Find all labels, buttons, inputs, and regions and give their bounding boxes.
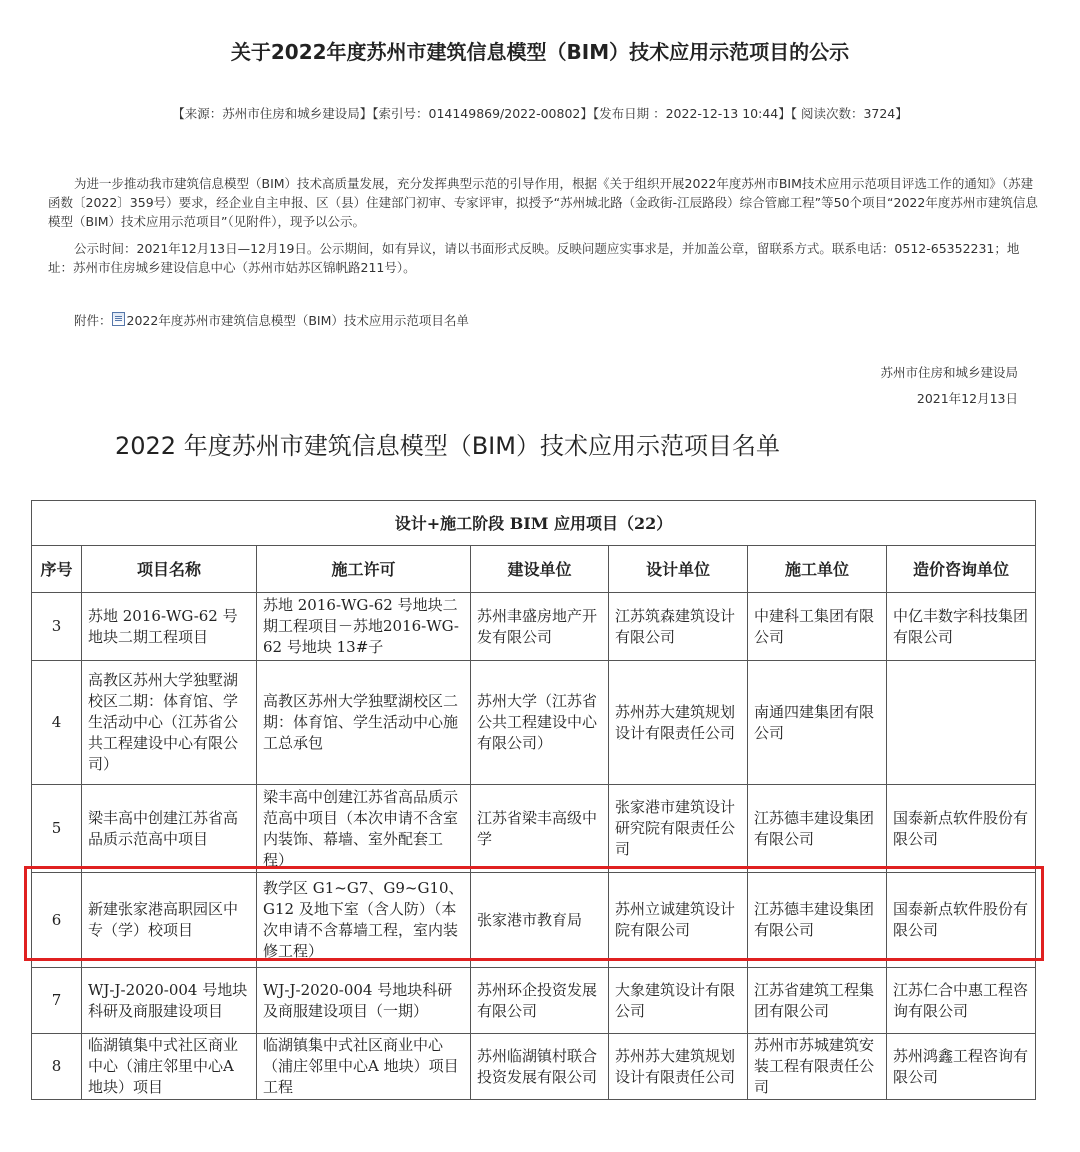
cell-contractor: 江苏德丰建设集团有限公司 <box>748 785 887 873</box>
cell-builder: 苏州环企投资发展有限公司 <box>471 968 609 1034</box>
table-row <box>32 785 1036 873</box>
col-header-consultant: 造价咨询单位 <box>887 546 1036 593</box>
signature-date: 2021年12月13日 <box>916 391 1018 406</box>
table-row <box>32 968 1036 1034</box>
cell-consultant: 江苏仁合中惠工程咨询有限公司 <box>887 968 1036 1034</box>
cell-name: WJ-J-2020-004 号地块科研及商服建设项目 <box>88 980 248 1020</box>
cell-name: 新建张家港高职园区中专（学）校项目 <box>82 873 257 968</box>
col-header-no: 序号 <box>32 546 82 593</box>
cell-permit: 苏地 2016-WG-62 号地块二期工程项目－苏地2016-WG-62 号地块 13#子 <box>263 596 459 656</box>
cell-contractor: 中建科工集团有限公司 <box>748 593 887 661</box>
cell-designer: 苏州立诚建筑设计院有限公司 <box>609 873 748 968</box>
cell-designer: 苏州苏大建筑规划设计有限责任公司 <box>609 661 748 785</box>
cell-consultant: 苏州鸿鑫工程咨询有限公司 <box>887 1034 1036 1100</box>
col-header-permit: 施工许可 <box>257 546 471 593</box>
cell-contractor: 苏州市苏城建筑安装工程有限责任公司 <box>748 1034 887 1100</box>
cell-contractor: 南通四建集团有限公司 <box>748 661 887 785</box>
cell-designer: 大象建筑设计有限公司 <box>609 968 748 1034</box>
attachment <box>74 311 469 329</box>
section-title: 设计+施工阶段 BIM 应用项目（22） <box>32 501 1036 546</box>
cell-designer: 张家港市建筑设计研究院有限责任公司 <box>609 785 748 873</box>
cell-no: 5 <box>32 785 82 873</box>
cell-designer: 江苏筑森建筑设计有限公司 <box>609 593 748 661</box>
cell-permit: 教学区 G1~G7、G9~G10、G12 及地下室（含人防）（本次申请不含幕墙工程，室内装修工程） <box>263 879 464 960</box>
cell-contractor: 江苏省建筑工程集团有限公司 <box>748 968 887 1034</box>
cell-consultant: 国泰新点软件股份有限公司 <box>887 785 1036 873</box>
project-table <box>31 500 1036 1100</box>
cell-contractor: 江苏德丰建设集团有限公司 <box>748 873 887 968</box>
header-row <box>32 546 1036 593</box>
attachment-label: 附件： <box>74 313 112 328</box>
cell-builder: 苏州聿盛房地产开发有限公司 <box>471 593 609 661</box>
cell-permit: 梁丰高中创建江苏省高品质示范高中项目（本次申请不含室内装饰、幕墙、室外配套工程） <box>263 787 459 869</box>
list-title: 2022 年度苏州市建筑信息模型（BIM）技术应用示范项目名单 <box>115 432 780 460</box>
document-icon <box>112 312 125 326</box>
cell-consultant: 中亿丰数字科技集团有限公司 <box>887 593 1036 661</box>
cell-no: 3 <box>32 593 82 661</box>
cell-consultant <box>887 661 1036 785</box>
cell-permit: 临湖镇集中式社区商业中心（浦庄邻里中心A 地块）项目工程 <box>257 1034 471 1100</box>
col-header-designer: 设计单位 <box>609 546 748 593</box>
col-header-builder: 建设单位 <box>471 546 609 593</box>
section-row <box>32 501 1036 546</box>
cell-name: 梁丰高中创建江苏省高品质示范高中项目 <box>82 785 257 873</box>
col-header-contractor: 施工单位 <box>748 546 887 593</box>
cell-permit: 高教区苏州大学独墅湖校区二期：体育馆、学生活动中心施工总承包 <box>257 661 471 785</box>
cell-builder: 张家港市教育局 <box>471 873 609 968</box>
page-title: 关于2022年度苏州市建筑信息模型（BIM）技术应用示范项目的公示 <box>230 40 850 64</box>
cell-builder: 苏州临湖镇村联合投资发展有限公司 <box>471 1034 609 1100</box>
paragraph-notice-period: 公示时间：2021年12月13日—12月19日。公示期间，如有异议，请以书面形式反映。反映问题应实事求是，并加盖公章，留联系方式。联系电话：0512-65352231；地址：苏州市住房城乡建设信息中心（苏州市姑苏区锦帆路211号）。 <box>48 241 1020 275</box>
cell-name: 高教区苏州大学独墅湖校区二期：体育馆、学生活动中心（江苏省公共工程建设中心有限公司） <box>88 671 239 773</box>
cell-builder: 江苏省梁丰高级中学 <box>471 785 609 873</box>
signature-org: 苏州市住房和城乡建设局 <box>880 365 1018 380</box>
table-row-highlighted <box>32 873 1036 968</box>
cell-permit: WJ-J-2020-004 号地块科研及商服建设项目（一期） <box>257 968 471 1034</box>
cell-consultant: 国泰新点软件股份有限公司 <box>887 873 1036 968</box>
cell-designer: 苏州苏大建筑规划设计有限责任公司 <box>609 1034 748 1100</box>
cell-no: 8 <box>32 1034 82 1100</box>
attachment-link[interactable]: 2022年度苏州市建筑信息模型（BIM）技术应用示范项目名单 <box>126 313 469 328</box>
cell-name: 苏地 2016-WG-62 号地块二期工程项目 <box>82 593 257 661</box>
cell-name: 临湖镇集中式社区商业中心（浦庄邻里中心A 地块）项目 <box>88 1036 239 1096</box>
article-meta: 【来源：苏州市住房和城乡建设局】【索引号：014149869/2022-00802】【发布日期 ：2022-12-13 10:44】【 阅读次数：3724】 <box>172 106 908 121</box>
col-header-name: 项目名称 <box>82 546 257 593</box>
table-row <box>32 593 1036 661</box>
cell-no: 6 <box>32 873 82 968</box>
paragraph-intro: 为进一步推动我市建筑信息模型（BIM）技术高质量发展，充分发挥典型示范的引导作用，根据《关于组织开展2022年度苏州市BIM技术应用示范项目评选工作的通知》（苏建函数〔2022〕359号）要求，经企业自主申报、区（县）住建部门初审、专家评审，拟授予“苏州城北路（金政街-江辰路段）综合管廊工程”等50个项目“2022年度苏州市建筑信息模型（BIM）技术应用示范项目”（见附件），现予以公示。 <box>48 176 1038 229</box>
table-row <box>32 1034 1036 1100</box>
cell-no: 4 <box>32 661 82 785</box>
cell-builder: 苏州大学（江苏省公共工程建设中心有限公司） <box>471 661 609 785</box>
cell-no: 7 <box>32 968 82 1034</box>
table-row <box>32 661 1036 785</box>
